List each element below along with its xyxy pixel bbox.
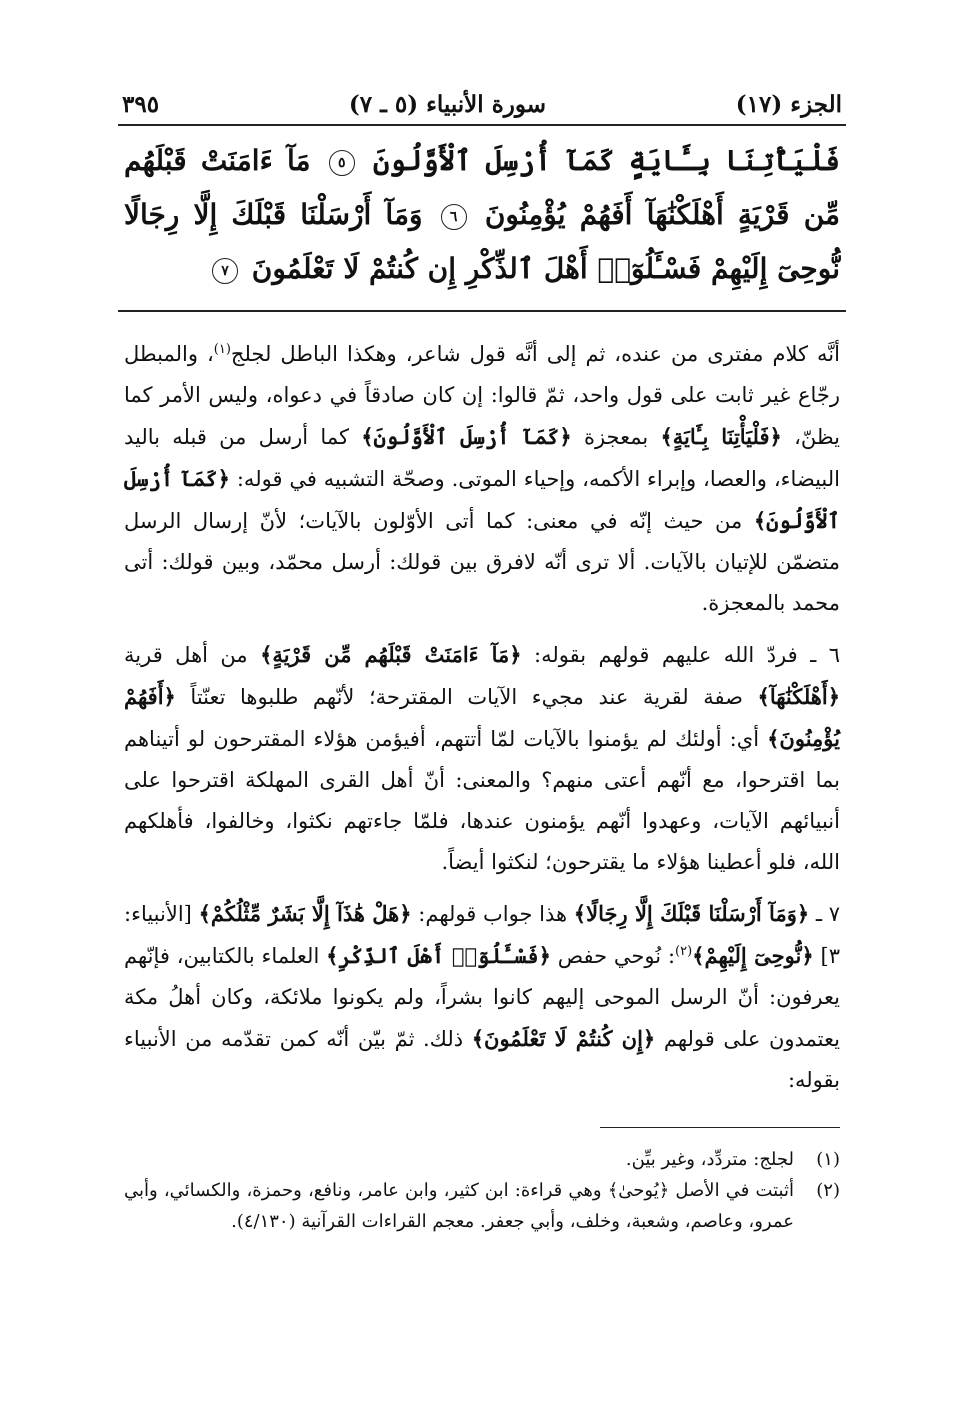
quran-quote: ﴿هَلْ هَٰذَآ إِلَّا بَشَرٌ مِّثْلُكُمْ﴾: [198, 901, 412, 926]
p3-text-e: العلماء بالكتابين، فإنّهم يعرفون: أنّ الرسل الموحى إليهم كانوا بشراً، ولم يكونوا ملائكة، وكان أهلُ مكة يعتمدون على قولهم: [124, 944, 840, 1051]
footnote-divider: [600, 1127, 840, 1128]
footnote-1: [124, 1144, 840, 1175]
p1-text-c: بمعجزة: [583, 425, 649, 449]
quran-quote: ﴿نُّوحِىٓ إِلَيْهِمْ﴾: [692, 943, 814, 968]
quran-quote: ﴿مَآ ءَامَنَتْ قَبْلَهُم مِّن قَرْيَةٍ﴾: [260, 642, 522, 667]
p1-text-d: كما أرسل من قبله باليد البيضاء، والعصا، وإبراء الأكمه، وإحياء الموتى. وصحّة التشبيه في قوله:: [124, 425, 840, 491]
p3-citation: [الأنبياء: ٣]: [124, 902, 841, 968]
quran-quote: ﴿أَهْلَكْنَٰهَآ﴾: [757, 684, 840, 709]
footnote-number: (١): [816, 1149, 840, 1170]
surah-title: سورة الأنبياء (٥ ـ ٧): [348, 91, 547, 118]
quran-quote: ﴿إِن كُنتُمْ لَا تَعْلَمُونَ﴾: [471, 1026, 656, 1051]
p2-text-b: من أهل قرية: [124, 643, 248, 667]
footnote-text: أثبتت في الأصل ﴿يُوحىٰ﴾ وهي قراءة: ابن كثير، وابن عامر، ونافع، وحمزة، والكسائي، وأبي عمرو، وعاصم، وشعبة، وخلف، وأبي جعفر. معجم القراءات القرآنية (٤/١٣٠).: [124, 1180, 794, 1232]
paragraph-2: [124, 634, 840, 883]
part-label: الجزء (١٧): [735, 91, 842, 118]
ayah-marker-5: ٥: [329, 150, 355, 176]
page-number: ٣٩٥: [122, 91, 160, 118]
paragraph-1: [124, 334, 840, 624]
p2-text: ٦ ـ فردّ الله عليهم قولهم بقوله:: [534, 643, 840, 667]
footnote-2: [124, 1175, 840, 1237]
p1-text-e: من حيث إنّه في معنى: كما أتى الأوّلون بالآيات؛ لأنّ إرسال الرسل متضمّن للإتيان بالآيات. ألا ترى أنّه لافرق بين قولك: أرسل محمّد، وبين قولك: أتى محمد بالمعجزة.: [124, 509, 840, 615]
quran-quote: ﴿وَمَآ أَرْسَلْنَا قَبْلَكَ إِلَّا رِجَالًا﴾: [573, 901, 810, 926]
p3-text-f: ذلك. ثمّ بيّن أنّه كمن تقدّمه من الأنبياء بقوله:: [124, 1027, 840, 1092]
quran-quote: ﴿فَلْيَأْتِنَا بِـَٔايَةٍ﴾: [660, 424, 782, 449]
footnote-number: (٢): [816, 1180, 840, 1201]
p1-text-b: ، والمبطل رجّاع غير ثابت على قول واحد، ثمّ قالوا: إن كان صادقاً في دعواه، وليس الأمر كما يظنّ،: [124, 342, 840, 449]
verse-7-text: وَمَآ أَرْسَلْنَا قَبْلَكَ إِلَّا رِجَالًا نُّوحِىٓ إِلَيْهِمْ فَسْـَٔلُوٓا۟ أَهْلَ ٱلذِّكْرِ إِن كُنتُمْ لَا تَعْلَمُونَ: [124, 198, 840, 285]
quran-quote: ﴿أَفَهُمْ يُؤْمِنُونَ﴾: [124, 684, 840, 751]
footnote-ref-1[interactable]: (١): [213, 342, 231, 357]
p2-text-c: صفة لقرية عند مجيء الآيات المقترحة؛ لأنّهم طلبوها تعنّتاً: [190, 685, 743, 709]
footnote-text: لجلج: متردِّد، وغير بيِّن.: [625, 1149, 794, 1170]
quran-quote: ﴿كَمَآ أُرْسِلَ ٱلْأَوَّلُونَ﴾: [124, 466, 840, 533]
commentary: [118, 312, 846, 1237]
p2-text-d: أي: أولئك لم يؤمنوا بالآيات لمّا أتتهم، أفيؤمن هؤلاء المقترحون لو أتيناهم بما اقترحوا، مع أنّهم أعتى منهم؟ والمعنى: أنّ أهل القرى المهلكة اقترحوا على أنبيائهم الآيات، وعهدوا أنّهم يؤمنون عندها، فلمّا جاءتهم نكثوا، وخالفوا، فأهلكهم الله، فلو أعطينا هؤلاء ما يقترحون؛ لنكثوا أيضاً.: [124, 727, 840, 874]
quran-quote: ﴿فَسْـَٔلُوٓا۟ أَهْلَ ٱلذِّكْرِ﴾: [326, 943, 551, 968]
p3-text: ٧ ـ: [815, 902, 841, 926]
quran-quote: ﴿كَمَآ أُرْسِلَ ٱلْأَوَّلُونَ﴾: [361, 424, 572, 449]
footnote-ref-2[interactable]: (٢): [675, 944, 693, 959]
ayah-marker-7: ٧: [212, 258, 238, 284]
p3-text-b: هذا جواب قولهم:: [418, 902, 568, 926]
page: [118, 78, 846, 1237]
p3-text-d: : نُوحي حفص: [557, 944, 676, 968]
running-header: [118, 78, 846, 126]
verse-5-text: فَلْيَأْتِنَا بِـَٔايَةٍ كَمَآ أُرْسِلَ ٱلْأَوَّلُونَ: [372, 144, 841, 177]
paragraph-3: [124, 893, 840, 1101]
quran-verses: [118, 126, 846, 312]
ayah-marker-6: ٦: [441, 204, 467, 230]
verse-6-text: مَآ ءَامَنَتْ قَبْلَهُم مِّن قَرْيَةٍ أَهْلَكْنَٰهَآ أَفَهُمْ يُؤْمِنُونَ: [124, 144, 841, 231]
p1-text: أنَّه كلام مفترى من عنده، ثم إلى أنَّه قول شاعر، وهكذا الباطل لجلج: [230, 342, 840, 366]
